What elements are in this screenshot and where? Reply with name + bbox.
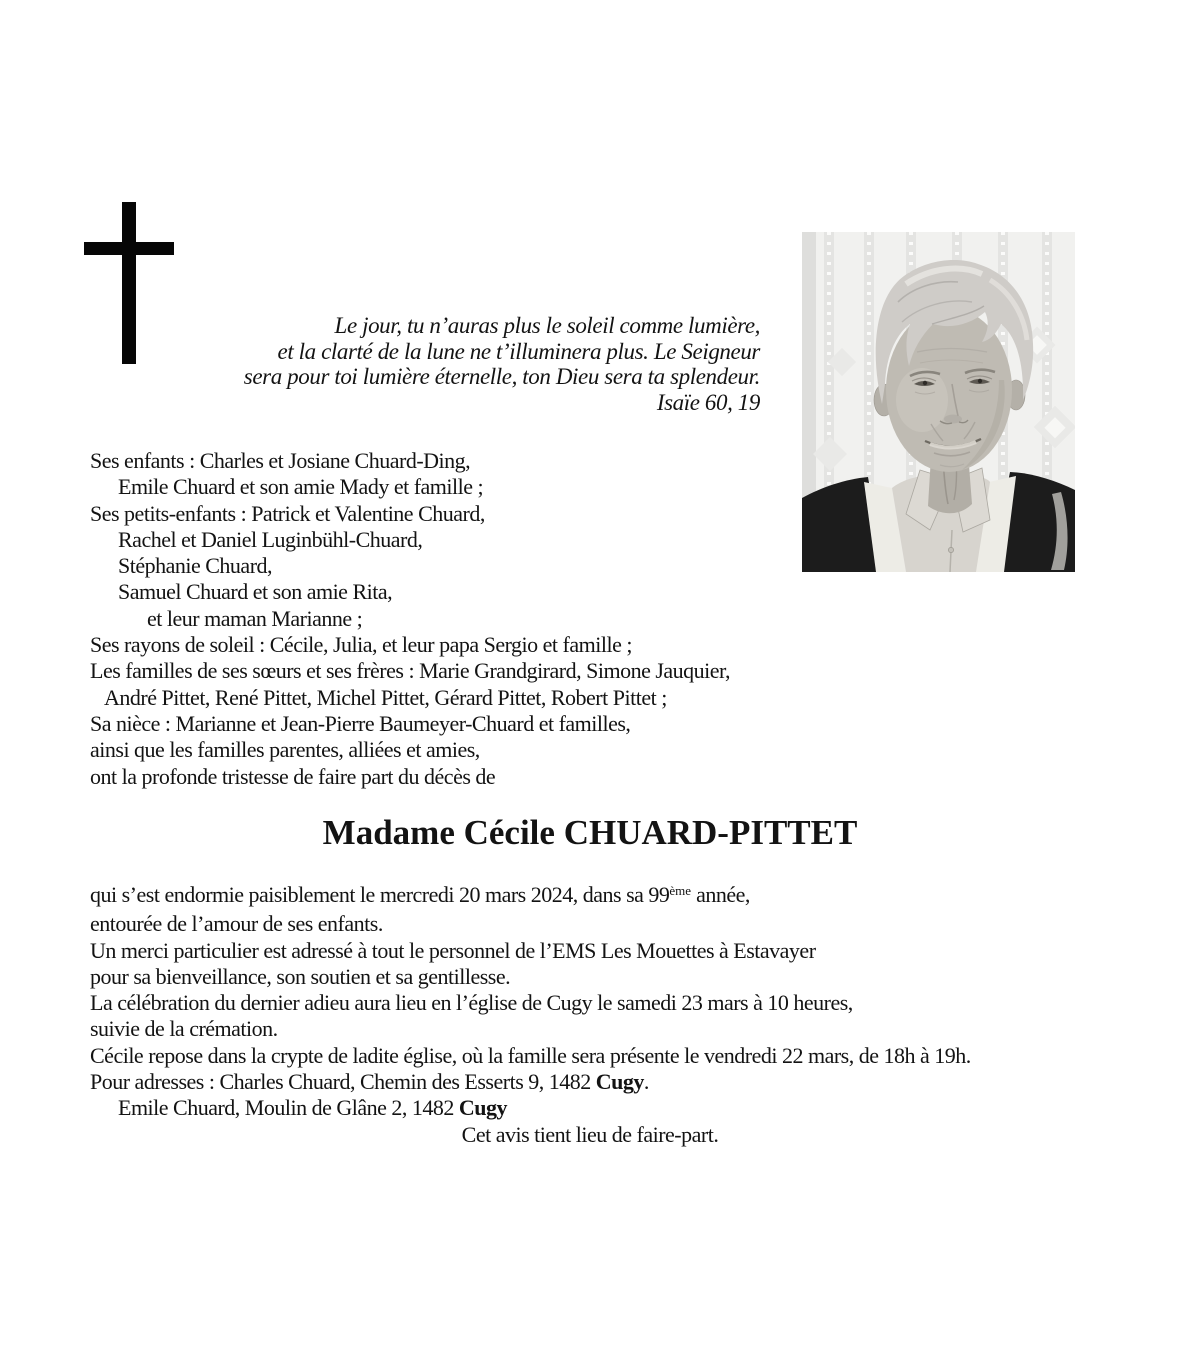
announcement-line xyxy=(90,882,1180,911)
address1-text: Pour adresses : Charles Chuard, Chemin des Esserts 9, 1482 xyxy=(90,1069,596,1095)
announcement-line: Un merci particulier est adressé à tout le personnel de l’EMS Les Mouettes à Estavayer xyxy=(90,937,816,963)
family-line: Les familles de ses sœurs et ses frères : Marie Grandgirard, Simone Jauquier, xyxy=(90,658,730,684)
announcement-text xyxy=(90,882,1180,1148)
family-line: ont la profonde tristesse de faire part du décès de xyxy=(90,763,496,789)
family-line: ainsi que les familles parentes, alliées et amies, xyxy=(90,737,480,763)
family-line: Ses enfants : Charles et Josiane Chuard-Ding, xyxy=(90,448,471,473)
announcement-line1-pre: qui s’est endormie paisiblement le mercredi 20 mars 2024, dans sa 99 xyxy=(90,882,670,907)
address-line xyxy=(90,1069,1180,1095)
announcement-line1-post: année, xyxy=(691,882,750,907)
family-line: Sa nièce : Marianne et Jean-Pierre Baumeyer-Chuard et familles, xyxy=(90,710,631,736)
quote-line: Le jour, tu n’auras plus le soleil comme lumière, xyxy=(334,313,760,338)
address2-text: Emile Chuard, Moulin de Glâne 2, 1482 xyxy=(118,1095,459,1121)
family-line: Ses petits-enfants : Patrick et Valentine Chuard, xyxy=(90,500,485,526)
family-list xyxy=(90,448,850,790)
quote-line: et la clarté de la lune ne t’illuminera plus. Le Seigneur xyxy=(277,338,760,364)
family-line: et leur maman Marianne ; xyxy=(147,605,363,631)
cross-horizontal-bar xyxy=(84,242,174,255)
family-line: Rachel et Daniel Luginbühl-Chuard, xyxy=(118,526,423,552)
address-line xyxy=(90,1095,1180,1121)
announcement-line: pour sa bienveillance, son soutien et sa gentillesse. xyxy=(90,963,511,989)
address2-locality: Cugy xyxy=(458,1095,508,1121)
scripture-quote xyxy=(244,313,760,416)
deceased-name-title: Madame Cécile CHUARD-PITTET xyxy=(322,813,858,852)
quote-attribution: Isaïe 60, 19 xyxy=(656,390,760,416)
family-line: Ses rayons de soleil : Cécile, Julia, et leur papa Sergio et famille ; xyxy=(90,632,632,658)
family-line: Samuel Chuard et son amie Rita, xyxy=(118,579,393,605)
ordinal-superscript: ème xyxy=(669,883,692,898)
family-line: Emile Chuard et son amie Mady et famille ; xyxy=(118,474,484,500)
quote-line: sera pour toi lumière éternelle, ton Dieu sera ta splendeur. xyxy=(243,364,760,390)
address1-locality: Cugy xyxy=(595,1069,644,1095)
announcement-line: La célébration du dernier adieu aura lieu en l’église de Cugy le samedi 23 mars à 10 heures, xyxy=(90,990,853,1016)
closing-line: Cet avis tient lieu de faire-part. xyxy=(461,1121,719,1147)
address1-period: . xyxy=(643,1069,649,1095)
announcement-line: suivie de la crémation. xyxy=(90,1016,278,1042)
announcement-line: Cécile repose dans la crypte de ladite église, où la famille sera présente le vendredi 22 mars, de 18h à 19h. xyxy=(90,1042,971,1068)
family-line: André Pittet, René Pittet, Michel Pittet, Gérard Pittet, Robert Pittet ; xyxy=(104,684,667,710)
announcement-line: entourée de l’amour de ses enfants. xyxy=(90,911,383,937)
cross-vertical-bar xyxy=(122,202,136,364)
family-line: Stéphanie Chuard, xyxy=(118,553,273,579)
